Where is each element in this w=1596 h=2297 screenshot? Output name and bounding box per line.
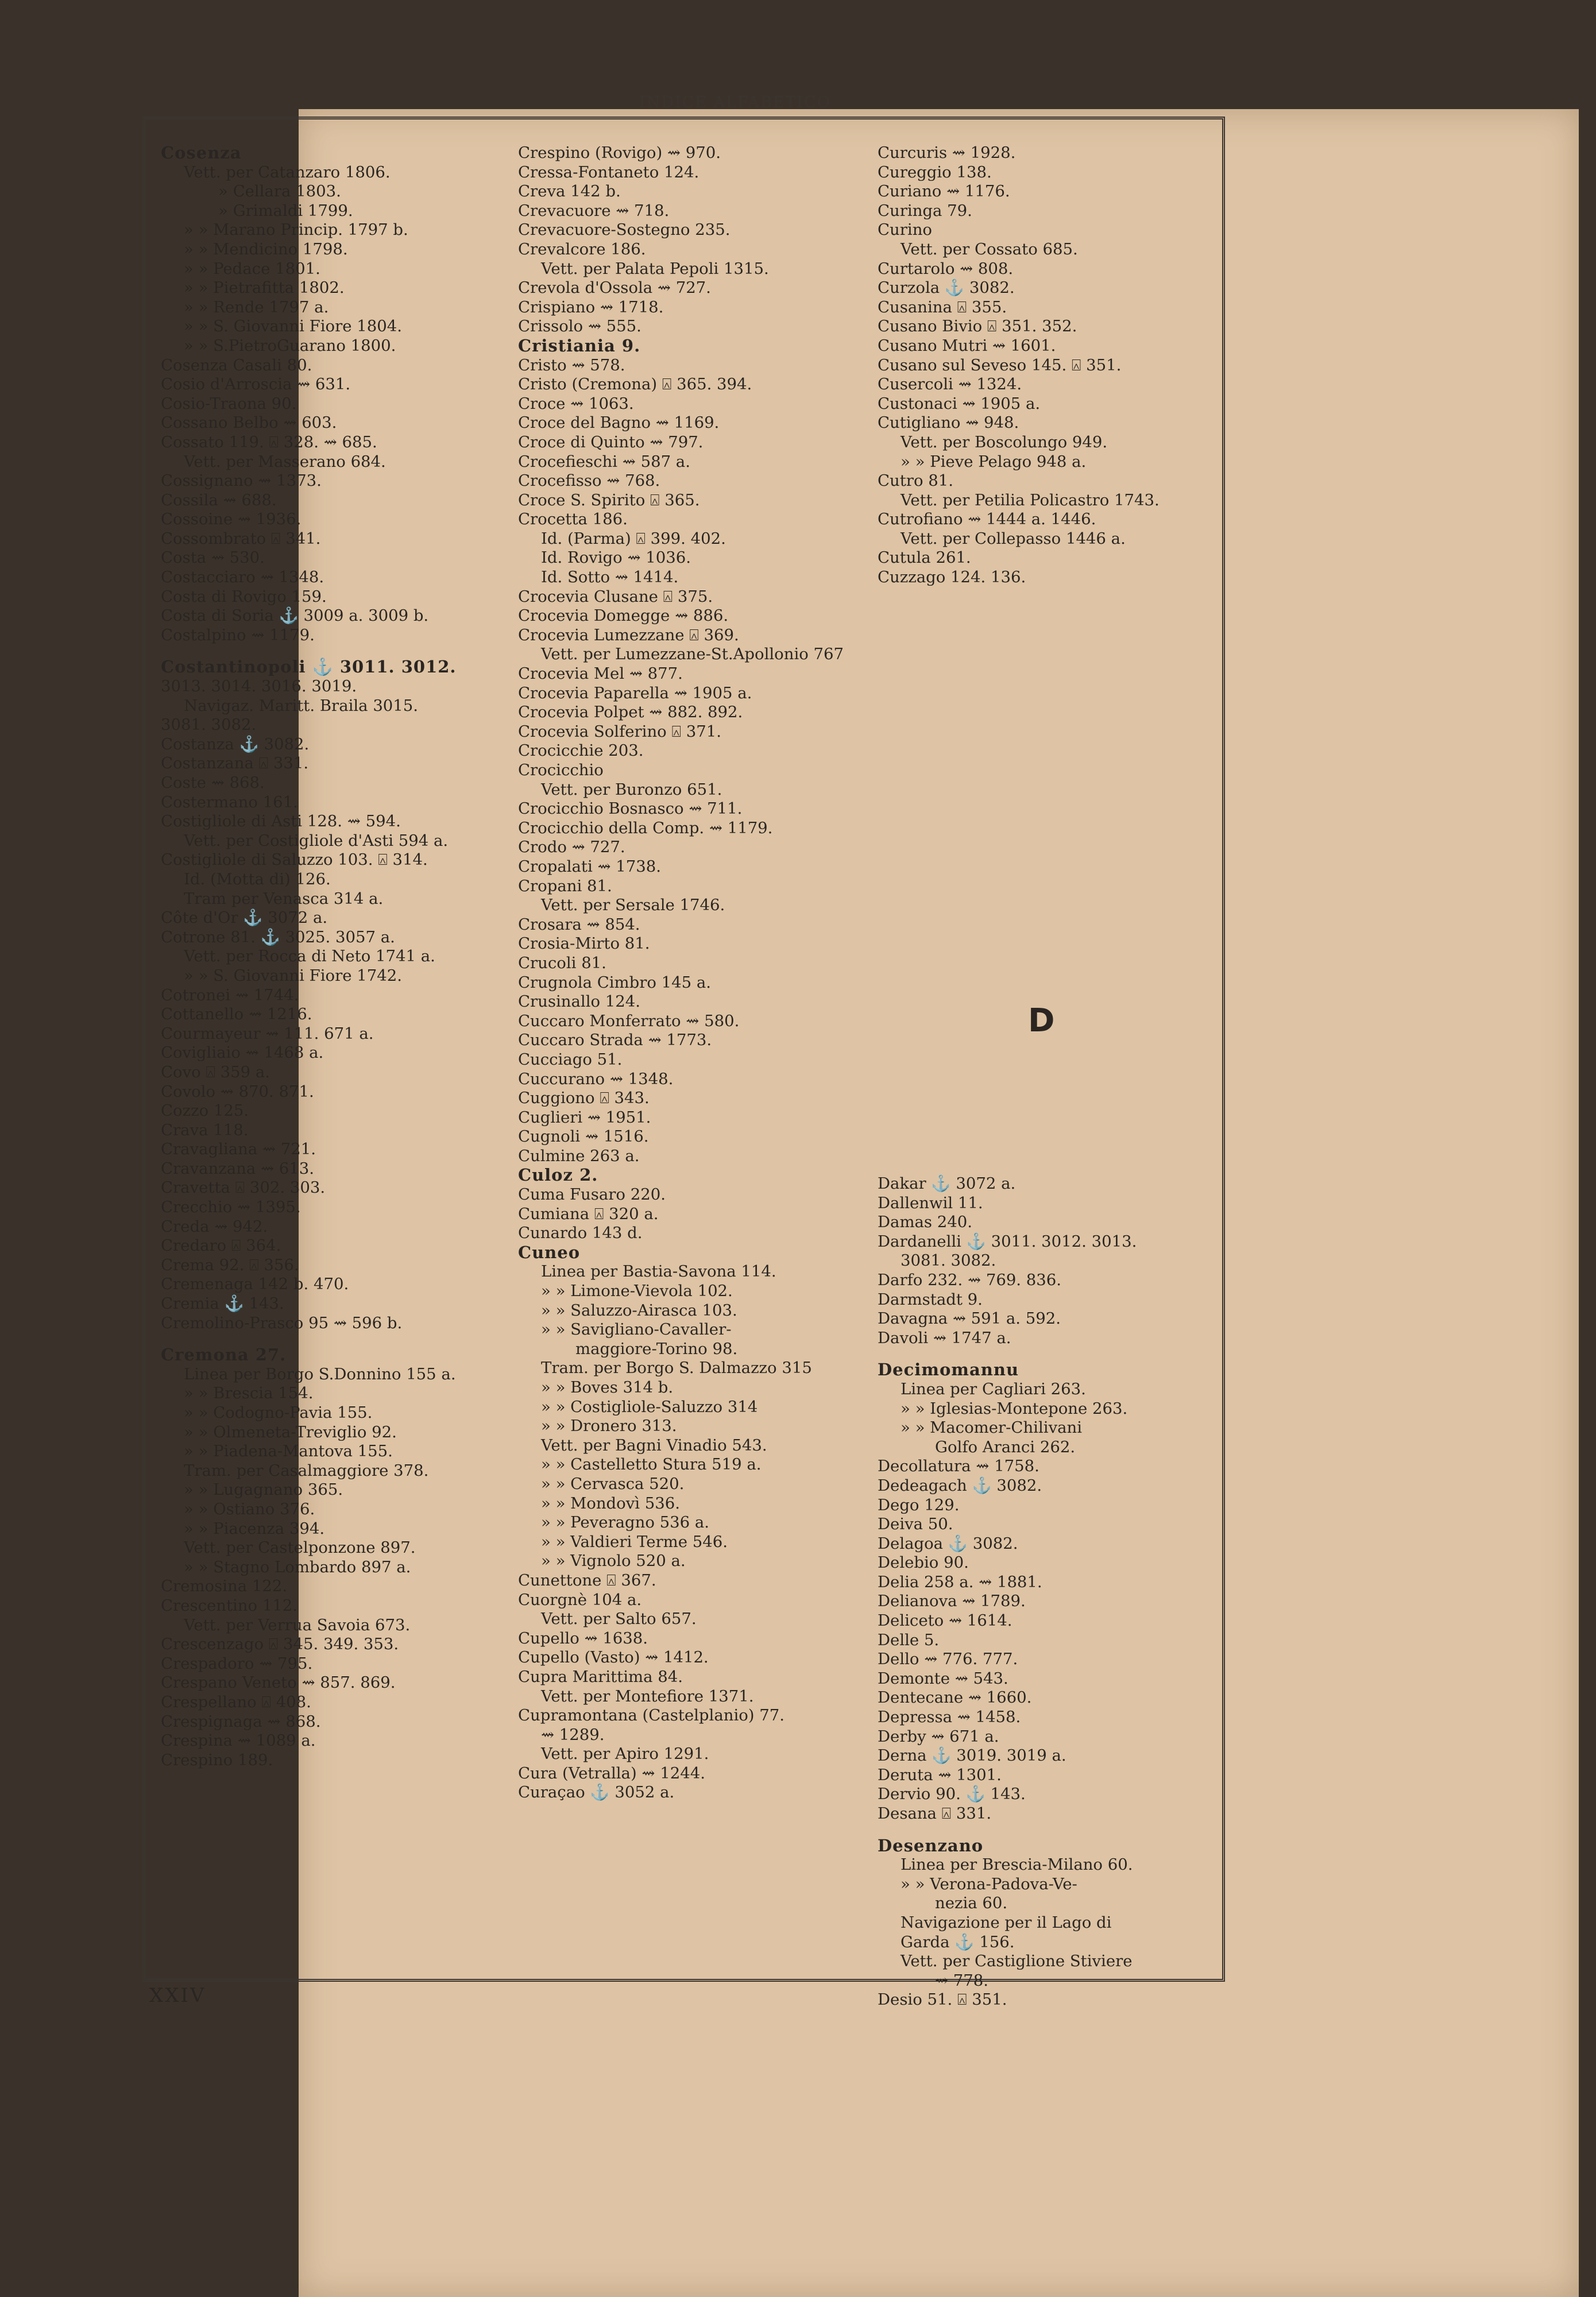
index-entry: Cossignano ⇝ 1373. <box>161 471 322 490</box>
index-entry: Dedeagach ⚓ 3082. <box>878 1476 1042 1495</box>
index-entry: Cotrone 81. ⚓ 3025. 3057 a. <box>161 927 395 946</box>
index-entry: Crocevia Paparella ⇝ 1905 a. <box>518 683 752 702</box>
index-entry: Dervio 90. ⚓ 143. <box>878 1785 1026 1804</box>
index-entry: Crespino (Rovigo) ⇝ 970. <box>518 144 721 162</box>
index-entry: Id. (Parma) ⍓ 399. 402. <box>541 529 726 548</box>
index-entry: Covigliaio ⇝ 1468 a. <box>161 1043 324 1062</box>
index-entry: Vett. per Catanzaro 1806. <box>184 163 391 181</box>
index-entry: Vett. per Apiro 1291. <box>541 1745 709 1764</box>
index-entry: Cremia ⚓ 143. <box>161 1294 284 1313</box>
index-entry: Tram. per Casalmaggiore 378. <box>184 1461 429 1480</box>
index-entry: Delagoa ⚓ 3082. <box>878 1534 1018 1553</box>
index-heading: Decimomannu <box>878 1360 1019 1380</box>
index-entry: Crocefisso ⇝ 768. <box>518 471 660 490</box>
index-entry <box>161 1333 497 1345</box>
index-entry: maggiore-Torino 98. <box>575 1339 738 1358</box>
index-entry: Cureggio 138. <box>878 163 992 181</box>
index-entry: Cropalati ⇝ 1738. <box>518 857 662 876</box>
index-entry: Crespellano ⍓ 408. <box>161 1692 311 1711</box>
index-entry: Croce S. Spirito ⍓ 365. <box>518 490 700 509</box>
index-entry: Crusinallo 124. <box>518 992 641 1011</box>
index-entry: Id. Rovigo ⇝ 1036. <box>541 548 691 567</box>
index-entry: 3081. 3082. <box>161 716 257 734</box>
index-entry: » » Codogno-Pavia 155. <box>184 1403 373 1422</box>
index-entry: Cutro 81. <box>878 471 953 490</box>
index-entry: Covolo ⇝ 870. 871. <box>161 1082 314 1101</box>
index-entry: Crespignaga ⇝ 868. <box>161 1712 321 1731</box>
index-entry: Covo ⍓ 359 a. <box>161 1062 270 1081</box>
index-entry: Costalpino ⇝ 1179. <box>161 625 315 644</box>
index-entry: Crocicchio Bosnasco ⇝ 711. <box>518 799 743 818</box>
index-entry: Croce ⇝ 1063. <box>518 394 634 413</box>
index-entry: Dentecane ⇝ 1660. <box>878 1688 1032 1707</box>
index-entry: Dardanelli ⚓ 3011. 3012. 3013. <box>878 1232 1137 1251</box>
index-entry: » » Rende 1797 a. <box>184 297 329 316</box>
index-entry: Crescenzago ⍓ 345. 349. 353. <box>161 1635 399 1654</box>
index-entry: Linea per Cagliari 263. <box>901 1379 1086 1398</box>
index-entry: Crocetta 186. <box>518 510 628 529</box>
index-entry: Cunettone ⍓ 367. <box>518 1571 656 1590</box>
index-entry: » » Piadena-Mantova 155. <box>184 1442 393 1461</box>
index-entry: Dello ⇝ 776. 777. <box>878 1650 1018 1669</box>
index-entry: Cutrofiano ⇝ 1444 a. 1446. <box>878 510 1096 529</box>
index-entry: » » Pieve Pelago 948 a. <box>901 452 1087 471</box>
index-entry: » » Verona-Padova-Ve- <box>901 1874 1077 1893</box>
index-entry: Navigaz. Maritt. Braila 3015. <box>184 696 419 715</box>
index-entry: Cravagliana ⇝ 721. <box>161 1140 316 1159</box>
index-entry: Cugnoli ⇝ 1516. <box>518 1127 649 1146</box>
index-entry: Curinga 79. <box>878 201 972 220</box>
index-entry: » » Lugagnano 365. <box>184 1480 343 1499</box>
index-entry: Culmine 263 a. <box>518 1146 640 1165</box>
index-entry: Curiano ⇝ 1176. <box>878 182 1010 201</box>
index-heading: Culoz 2. <box>518 1166 598 1185</box>
index-entry: Cuggiono ⍓ 343. <box>518 1089 650 1108</box>
index-entry: Côte d'Or ⚓ 3072 a. <box>161 908 328 927</box>
index-entry: Depressa ⇝ 1458. <box>878 1708 1021 1727</box>
index-entry: Crucoli 81. <box>518 953 606 972</box>
index-entry: Cutula 261. <box>878 548 971 567</box>
index-entry: Derby ⇝ 671 a. <box>878 1727 999 1746</box>
index-entry: » » Cervasca 520. <box>541 1474 685 1493</box>
index-entry: Custonaci ⇝ 1905 a. <box>878 394 1041 413</box>
index-entry: Cupello (Vasto) ⇝ 1412. <box>518 1648 709 1667</box>
index-entry: Deliceto ⇝ 1614. <box>878 1611 1013 1630</box>
index-entry: Crocefieschi ⇝ 587 a. <box>518 452 690 471</box>
index-entry: 3081. 3082. <box>901 1251 996 1270</box>
index-entry: » » Saluzzo-Airasca 103. <box>541 1301 737 1320</box>
index-entry: Golfo Aranci 262. <box>935 1437 1076 1456</box>
index-entry: Delianova ⇝ 1789. <box>878 1592 1026 1611</box>
index-entry: Curino <box>878 221 932 239</box>
index-entry: Crispiano ⇝ 1718. <box>518 297 664 316</box>
index-entry: Cuccurano ⇝ 1348. <box>518 1069 674 1088</box>
index-entry: Crosara ⇝ 854. <box>518 915 640 934</box>
index-entry: Desana ⍓ 331. <box>878 1804 992 1823</box>
index-heading: Cosenza <box>161 144 242 163</box>
index-entry <box>878 1348 1216 1360</box>
index-entry: Vett. per Collepasso 1446 a. <box>901 529 1126 548</box>
index-entry: nezia 60. <box>935 1894 1008 1913</box>
index-entry: Navigazione per il Lago di <box>901 1913 1112 1932</box>
index-entry: Crevola d'Ossola ⇝ 727. <box>518 279 711 297</box>
index-entry: Id. Sotto ⇝ 1414. <box>541 568 679 587</box>
index-entry: Crocevia Solferino ⍓ 371. <box>518 722 721 741</box>
index-entry: Vett. per Cossato 685. <box>901 239 1078 258</box>
index-entry: Cristo (Cremona) ⍓ 365. 394. <box>518 375 752 394</box>
index-entry: Cottanello ⇝ 1216. <box>161 1005 312 1024</box>
index-entry: Vett. per Verrua Savoia 673. <box>184 1615 411 1634</box>
index-heading: Costantinopoli ⚓ 3011. 3012. <box>161 658 457 677</box>
index-entry: Cosio-Traona 90. <box>161 394 297 413</box>
index-entry: Cosenza Casali 80. <box>161 355 312 374</box>
index-entry: Linea per Brescia-Milano 60. <box>901 1855 1133 1874</box>
index-entry: » » Castelletto Stura 519 a. <box>541 1455 762 1474</box>
index-entry <box>878 1824 1216 1836</box>
index-entry: Cucciago 51. <box>518 1050 623 1069</box>
index-entry: Vett. per Castiglione Stiviere <box>901 1952 1133 1971</box>
index-entry: Crocevia Domegge ⇝ 886. <box>518 606 729 625</box>
index-entry: Cusano Bivio ⍓ 351. 352. <box>878 317 1077 336</box>
index-entry: Curtarolo ⇝ 808. <box>878 259 1014 278</box>
index-entry: Cristo ⇝ 578. <box>518 355 625 374</box>
index-entry: Vett. per Sersale 1746. <box>541 896 725 915</box>
index-entry: » » Costigliole-Saluzzo 314 <box>541 1397 758 1416</box>
index-entry: » Cellara 1803. <box>218 182 341 201</box>
page-number: XXIV <box>149 1984 206 2007</box>
index-entry: » » S. Giovanni Fiore 1742. <box>184 966 403 985</box>
index-entry: Tram per Venasca 314 a. <box>184 889 384 908</box>
index-entry: Crevacuore ⇝ 718. <box>518 201 670 220</box>
index-entry: Credaro ⍓ 364. <box>161 1236 281 1255</box>
index-entry: Delebio 90. <box>878 1553 969 1572</box>
index-entry: Cotronei ⇝ 1744. <box>161 985 299 1004</box>
index-entry: Curcuris ⇝ 1928. <box>878 144 1016 162</box>
index-entry: » » Brescia 154. <box>184 1384 314 1403</box>
index-column-2 <box>518 144 857 1803</box>
index-entry: » » Stagno Lombardo 897 a. <box>184 1557 411 1576</box>
index-entry: Crocicchio della Comp. ⇝ 1179. <box>518 818 773 837</box>
index-entry: » » Mondovì 536. <box>541 1494 681 1513</box>
index-entry: Cropani 81. <box>518 876 612 895</box>
index-entry: Cupello ⇝ 1638. <box>518 1629 648 1648</box>
index-entry: Cuzzago 124. 136. <box>878 568 1026 587</box>
index-entry: Crosia-Mirto 81. <box>518 934 650 953</box>
index-entry: Delia 258 a. ⇝ 1881. <box>878 1572 1042 1591</box>
index-column-3-d-section <box>878 1174 1216 2010</box>
index-entry: Crespadoro ⇝ 795. <box>161 1654 313 1673</box>
index-heading: Cremona 27. <box>161 1345 287 1365</box>
index-entry: Cravanzana ⇝ 613. <box>161 1159 314 1178</box>
index-entry: Crocicchio <box>518 761 604 779</box>
index-heading: Desenzano <box>878 1836 984 1855</box>
index-entry: Crocicchie 203. <box>518 741 644 760</box>
index-entry: Creva 142 b. <box>518 182 621 201</box>
index-entry: » » S. Giovanni Fiore 1804. <box>184 317 403 336</box>
index-entry: Crema 92. ⍓ 356. <box>161 1255 299 1274</box>
index-entry: Darfo 232. ⇝ 769. 836. <box>878 1270 1062 1289</box>
index-entry: » » S.PietroGuarano 1800. <box>184 336 396 355</box>
index-entry: » » Piacenza 394. <box>184 1519 325 1538</box>
index-entry: Deruta ⇝ 1301. <box>878 1765 1002 1784</box>
index-entry: » » Macomer-Chilivani <box>901 1418 1083 1437</box>
index-entry: Delle 5. <box>878 1630 940 1649</box>
index-entry: Tram. per Borgo S. Dalmazzo 315 <box>541 1359 812 1378</box>
index-entry: Cremolino-Prasco 95 ⇝ 596 b. <box>161 1313 403 1332</box>
index-entry: » » Iglesias-Montepone 263. <box>901 1399 1128 1418</box>
index-entry: Vett. per Masserano 684. <box>184 452 386 471</box>
index-entry: Crevacuore-Sostegno 235. <box>518 221 731 239</box>
index-entry: Cossoine ⇝ 1936. <box>161 510 302 529</box>
index-entry: Crecchio ⇝ 1395. <box>161 1198 301 1217</box>
index-entry: Id. (Motta di) 126. <box>184 869 331 888</box>
index-entry: Vett. per Castelponzone 897. <box>184 1538 416 1557</box>
index-entry: Curaçao ⚓ 3052 a. <box>518 1783 675 1802</box>
index-entry: Vett. per Rocca di Neto 1741 a. <box>184 947 435 966</box>
index-entry: Cunardo 143 d. <box>518 1224 643 1243</box>
index-entry: Cremenaga 142 b. 470. <box>161 1275 349 1294</box>
index-entry: Cressa-Fontaneto 124. <box>518 163 700 181</box>
index-entry: Cossila ⇝ 688. <box>161 490 277 509</box>
index-entry: Crocevia Mel ⇝ 877. <box>518 664 683 683</box>
index-entry: Curzola ⚓ 3082. <box>878 279 1015 297</box>
index-entry: Crevalcore 186. <box>518 239 646 258</box>
index-entry: Costacciaro ⇝ 1348. <box>161 568 324 587</box>
index-entry: Cossato 119. ⍓ 328. ⇝ 685. <box>161 432 377 451</box>
index-entry: Vett. per Petilia Policastro 1743. <box>901 490 1160 509</box>
index-entry: Crodo ⇝ 727. <box>518 838 625 857</box>
index-entry: Dakar ⚓ 3072 a. <box>878 1174 1016 1193</box>
index-entry <box>161 645 497 658</box>
index-entry: Cuma Fusaro 220. <box>518 1185 666 1204</box>
index-entry: Cusano sul Seveso 145. ⍓ 351. <box>878 355 1122 374</box>
index-entry: » » Marano Princip. 1797 b. <box>184 221 408 239</box>
index-entry: Cuglieri ⇝ 1951. <box>518 1108 651 1127</box>
index-entry: Deiva 50. <box>878 1515 953 1534</box>
index-entry: Cuccaro Strada ⇝ 1773. <box>518 1031 712 1050</box>
index-entry: Costermano 161. <box>161 792 298 811</box>
index-entry: Costa di Rovigo 159. <box>161 587 327 606</box>
index-entry: Cossano Belbo ⇝ 603. <box>161 413 337 432</box>
index-heading: Cuneo <box>518 1243 581 1262</box>
index-entry: Courmayeur ⇝ 111. 671 a. <box>161 1024 374 1043</box>
index-entry: Vett. per Costigliole d'Asti 594 a. <box>184 831 449 850</box>
index-entry: Crescentino 112. <box>161 1596 298 1615</box>
index-entry: » » Mendicino 1798. <box>184 239 348 258</box>
index-column-3 <box>878 144 1216 587</box>
index-entry: Costa di Soria ⚓ 3009 a. 3009 b. <box>161 606 429 625</box>
index-entry: Dallenwil 11. <box>878 1193 983 1212</box>
index-entry: Vett. per Lumezzane-St.Apollonio 767 <box>541 645 844 664</box>
index-entry: » » Pedace 1801. <box>184 259 320 278</box>
index-entry: Decollatura ⇝ 1758. <box>878 1457 1039 1476</box>
index-entry: Cozzo 125. <box>161 1101 249 1120</box>
index-entry: Costigliole di Asti 128. ⇝ 594. <box>161 812 401 831</box>
index-column-1 <box>161 144 497 1770</box>
index-entry: Cremosina 122. <box>161 1577 288 1596</box>
page-header: INDICE ALFABETICO <box>639 94 831 111</box>
index-entry: » Grimaldi 1799. <box>218 201 353 220</box>
index-entry: Costanzana ⍓ 331. <box>161 754 309 773</box>
index-entry: » » Valdieri Terme 546. <box>541 1532 728 1551</box>
index-entry: » » Peveragno 536 a. <box>541 1513 710 1532</box>
index-entry: Vett. per Palata Pepoli 1315. <box>541 259 769 278</box>
index-entry: » » Dronero 313. <box>541 1417 677 1436</box>
index-entry: Crocevia Polpet ⇝ 882. 892. <box>518 703 743 722</box>
index-entry: ⇝ 778. <box>935 1971 989 1990</box>
index-entry: Coste ⇝ 868. <box>161 774 265 792</box>
index-entry: Crespano Veneto ⇝ 857. 869. <box>161 1673 396 1692</box>
index-entry: Cusanina ⍓ 355. <box>878 297 1007 316</box>
index-entry: Davoli ⇝ 1747 a. <box>878 1328 1011 1347</box>
index-entry: Cupramontana (Castelplanio) 77. <box>518 1706 785 1725</box>
index-entry: » » Olmeneta-Treviglio 92. <box>184 1422 397 1441</box>
index-entry: » » Limone-Vievola 102. <box>541 1282 733 1301</box>
index-entry: Demonte ⇝ 543. <box>878 1669 1008 1688</box>
index-entry: Croce di Quinto ⇝ 797. <box>518 432 704 451</box>
index-entry: Vett. per Boscolungo 949. <box>901 432 1108 451</box>
index-entry: Croce del Bagno ⇝ 1169. <box>518 413 720 432</box>
index-entry: » » Pietrafitta 1802. <box>184 279 345 297</box>
index-entry: Crissolo ⇝ 555. <box>518 317 642 336</box>
index-entry: Crocevia Clusane ⍓ 375. <box>518 587 713 606</box>
index-entry: Cusano Mutri ⇝ 1601. <box>878 336 1056 355</box>
index-entry: » » Ostiano 376. <box>184 1499 315 1518</box>
index-entry: Derna ⚓ 3019. 3019 a. <box>878 1746 1066 1765</box>
index-entry: Costigliole di Saluzzo 103. ⍓ 314. <box>161 850 428 869</box>
index-heading: Cristiania 9. <box>518 336 641 355</box>
index-entry: Desio 51. ⍓ 351. <box>878 1990 1007 2009</box>
index-entry: Cura (Vetralla) ⇝ 1244. <box>518 1764 705 1782</box>
index-entry: Vett. per Montefiore 1371. <box>541 1687 754 1706</box>
index-entry: Vett. per Salto 657. <box>541 1610 697 1629</box>
index-entry: Creda ⇝ 942. <box>161 1217 268 1236</box>
index-entry: Cosio d'Arroscia ⇝ 631. <box>161 375 351 394</box>
section-letter: D <box>1028 1002 1055 1039</box>
index-entry: Cuccaro Monferrato ⇝ 580. <box>518 1011 740 1030</box>
index-entry: » » Boves 314 b. <box>541 1378 674 1397</box>
index-entry: Crugnola Cimbro 145 a. <box>518 973 712 992</box>
index-entry: » » Savigliano-Cavaller- <box>541 1320 732 1339</box>
index-entry: Cumiana ⍓ 320 a. <box>518 1204 659 1223</box>
index-entry: » » Vignolo 520 a. <box>541 1552 686 1571</box>
index-entry: Vett. per Buronzo 651. <box>541 780 722 799</box>
index-entry: ⇝ 1289. <box>541 1725 605 1744</box>
index-entry: Cutigliano ⇝ 948. <box>878 413 1019 432</box>
index-entry: Costanza ⚓ 3082. <box>161 734 310 753</box>
index-entry: Crespina ⇝ 1089 a. <box>161 1731 316 1750</box>
index-entry: Costa ⇝ 530. <box>161 548 265 567</box>
index-entry: Crava 118. <box>161 1120 249 1139</box>
index-entry: Damas 240. <box>878 1213 972 1232</box>
index-entry: Crocevia Lumezzane ⍓ 369. <box>518 625 739 644</box>
index-entry: Dego 129. <box>878 1495 960 1514</box>
index-entry: Vett. per Bagni Vinadio 543. <box>541 1436 767 1455</box>
index-entry: Garda ⚓ 156. <box>901 1932 1015 1951</box>
index-entry: Linea per Borgo S.Donnino 155 a. <box>184 1364 456 1383</box>
index-entry: Davagna ⇝ 591 a. 592. <box>878 1309 1061 1328</box>
index-entry: 3013. 3014. 3016. 3019. <box>161 677 357 696</box>
index-entry: Cusercoli ⇝ 1324. <box>878 375 1022 394</box>
index-entry: Cuorgnè 104 a. <box>518 1590 642 1609</box>
index-entry: Cossombrato ⍓ 341. <box>161 529 321 548</box>
index-entry: Darmstadt 9. <box>878 1290 983 1309</box>
index-entry: Linea per Bastia-Savona 114. <box>541 1262 776 1281</box>
index-entry: Cupra Marittima 84. <box>518 1667 683 1686</box>
index-entry: Crespino 189. <box>161 1750 273 1769</box>
index-entry: Cravetta ⍓ 302. 303. <box>161 1178 326 1197</box>
